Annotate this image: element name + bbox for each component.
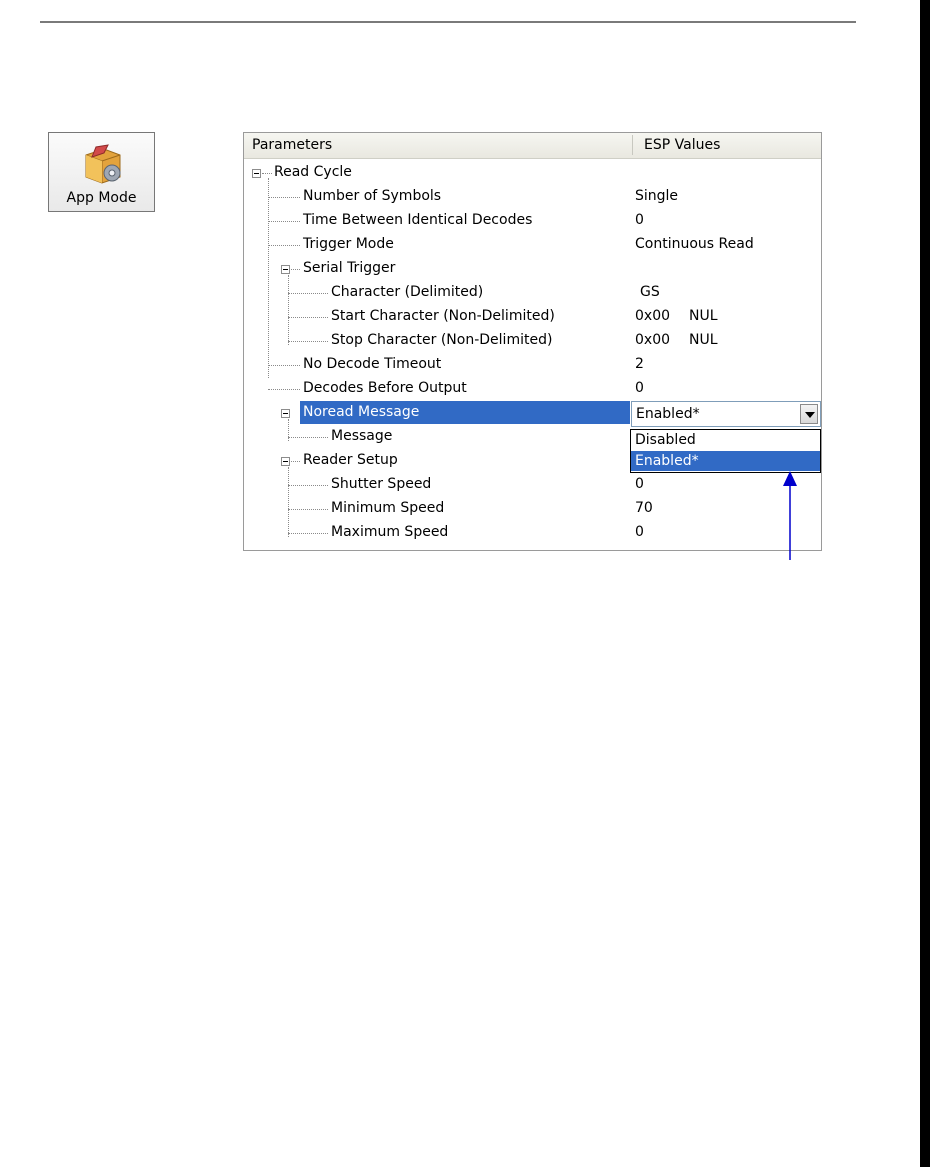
param-value: 0x00 xyxy=(635,308,671,324)
tree-row-start-character[interactable] xyxy=(244,305,821,329)
page-top-rule xyxy=(40,21,856,23)
parameter-tree xyxy=(243,132,822,551)
dropdown-arrow-icon[interactable] xyxy=(800,404,818,424)
param-label: Number of Symbols xyxy=(303,188,442,204)
param-label: Shutter Speed xyxy=(331,476,432,492)
tree-row-message[interactable] xyxy=(244,425,624,449)
option-label: Disabled xyxy=(635,432,696,448)
select-value: Enabled* xyxy=(636,406,700,422)
param-label: Decodes Before Output xyxy=(303,380,467,396)
param-value: 0 xyxy=(635,380,644,396)
param-label: No Decode Timeout xyxy=(303,356,442,372)
param-label: Serial Trigger xyxy=(303,260,396,276)
noread-message-dropdown-list xyxy=(630,429,821,473)
param-label: Noread Message xyxy=(303,404,420,420)
tree-row-shutter-speed[interactable] xyxy=(244,473,821,497)
param-value: 70 xyxy=(635,500,653,516)
param-label: Maximum Speed xyxy=(331,524,449,540)
param-value-ascii: NUL xyxy=(689,308,718,324)
param-label: Reader Setup xyxy=(303,452,398,468)
dropdown-option-enabled[interactable] xyxy=(631,451,820,471)
param-value: 2 xyxy=(635,356,644,372)
tree-row-decodes-before-output[interactable] xyxy=(244,377,821,401)
tree-header xyxy=(244,133,821,159)
tree-row-read-cycle[interactable] xyxy=(244,161,821,185)
param-label: Time Between Identical Decodes xyxy=(303,212,533,228)
param-value: Continuous Read xyxy=(635,236,754,252)
param-value: 0 xyxy=(635,476,644,492)
app-mode-icon xyxy=(82,141,126,185)
column-separator[interactable] xyxy=(632,135,633,155)
tree-row-trigger-mode[interactable] xyxy=(244,233,821,257)
collapse-icon[interactable] xyxy=(281,409,290,418)
app-mode-label: App Mode xyxy=(66,190,137,206)
option-label: Enabled* xyxy=(635,453,699,469)
param-label: Minimum Speed xyxy=(331,500,445,516)
param-label: Message xyxy=(331,428,393,444)
tree-row-time-between-identical-decodes[interactable] xyxy=(244,209,821,233)
tree-row-stop-character[interactable] xyxy=(244,329,821,353)
param-value: Single xyxy=(635,188,679,204)
param-value-ascii: NUL xyxy=(689,332,718,348)
param-label: Character (Delimited) xyxy=(331,284,484,300)
param-label: Start Character (Non-Delimited) xyxy=(331,308,555,324)
callout-arrow-icon xyxy=(770,470,810,562)
tree-row-maximum-speed[interactable] xyxy=(244,521,821,545)
param-value: 0 xyxy=(635,212,644,228)
dropdown-option-disabled[interactable] xyxy=(631,430,820,450)
app-mode-button[interactable] xyxy=(48,132,155,212)
page-right-edge-bar xyxy=(920,0,930,1167)
param-label: Read Cycle xyxy=(274,164,352,180)
collapse-icon[interactable] xyxy=(281,457,290,466)
column-header-parameters[interactable]: Parameters xyxy=(252,137,333,153)
param-label: Trigger Mode xyxy=(303,236,394,252)
tree-row-character-delimited[interactable] xyxy=(244,281,821,305)
collapse-icon[interactable] xyxy=(281,265,290,274)
param-value: 0x00 xyxy=(635,332,671,348)
collapse-icon[interactable] xyxy=(252,169,261,178)
param-value: 0 xyxy=(635,524,644,540)
tree-row-no-decode-timeout[interactable] xyxy=(244,353,821,377)
param-value: GS xyxy=(640,284,660,300)
tree-row-reader-setup[interactable] xyxy=(244,449,624,473)
tree-row-minimum-speed[interactable] xyxy=(244,497,821,521)
tree-row-serial-trigger[interactable] xyxy=(244,257,821,281)
column-header-esp-values[interactable]: ESP Values xyxy=(644,137,721,153)
tree-row-noread-message[interactable] xyxy=(300,401,630,424)
tree-row-number-of-symbols[interactable] xyxy=(244,185,821,209)
noread-message-select[interactable] xyxy=(631,401,821,427)
param-label: Stop Character (Non-Delimited) xyxy=(331,332,553,348)
